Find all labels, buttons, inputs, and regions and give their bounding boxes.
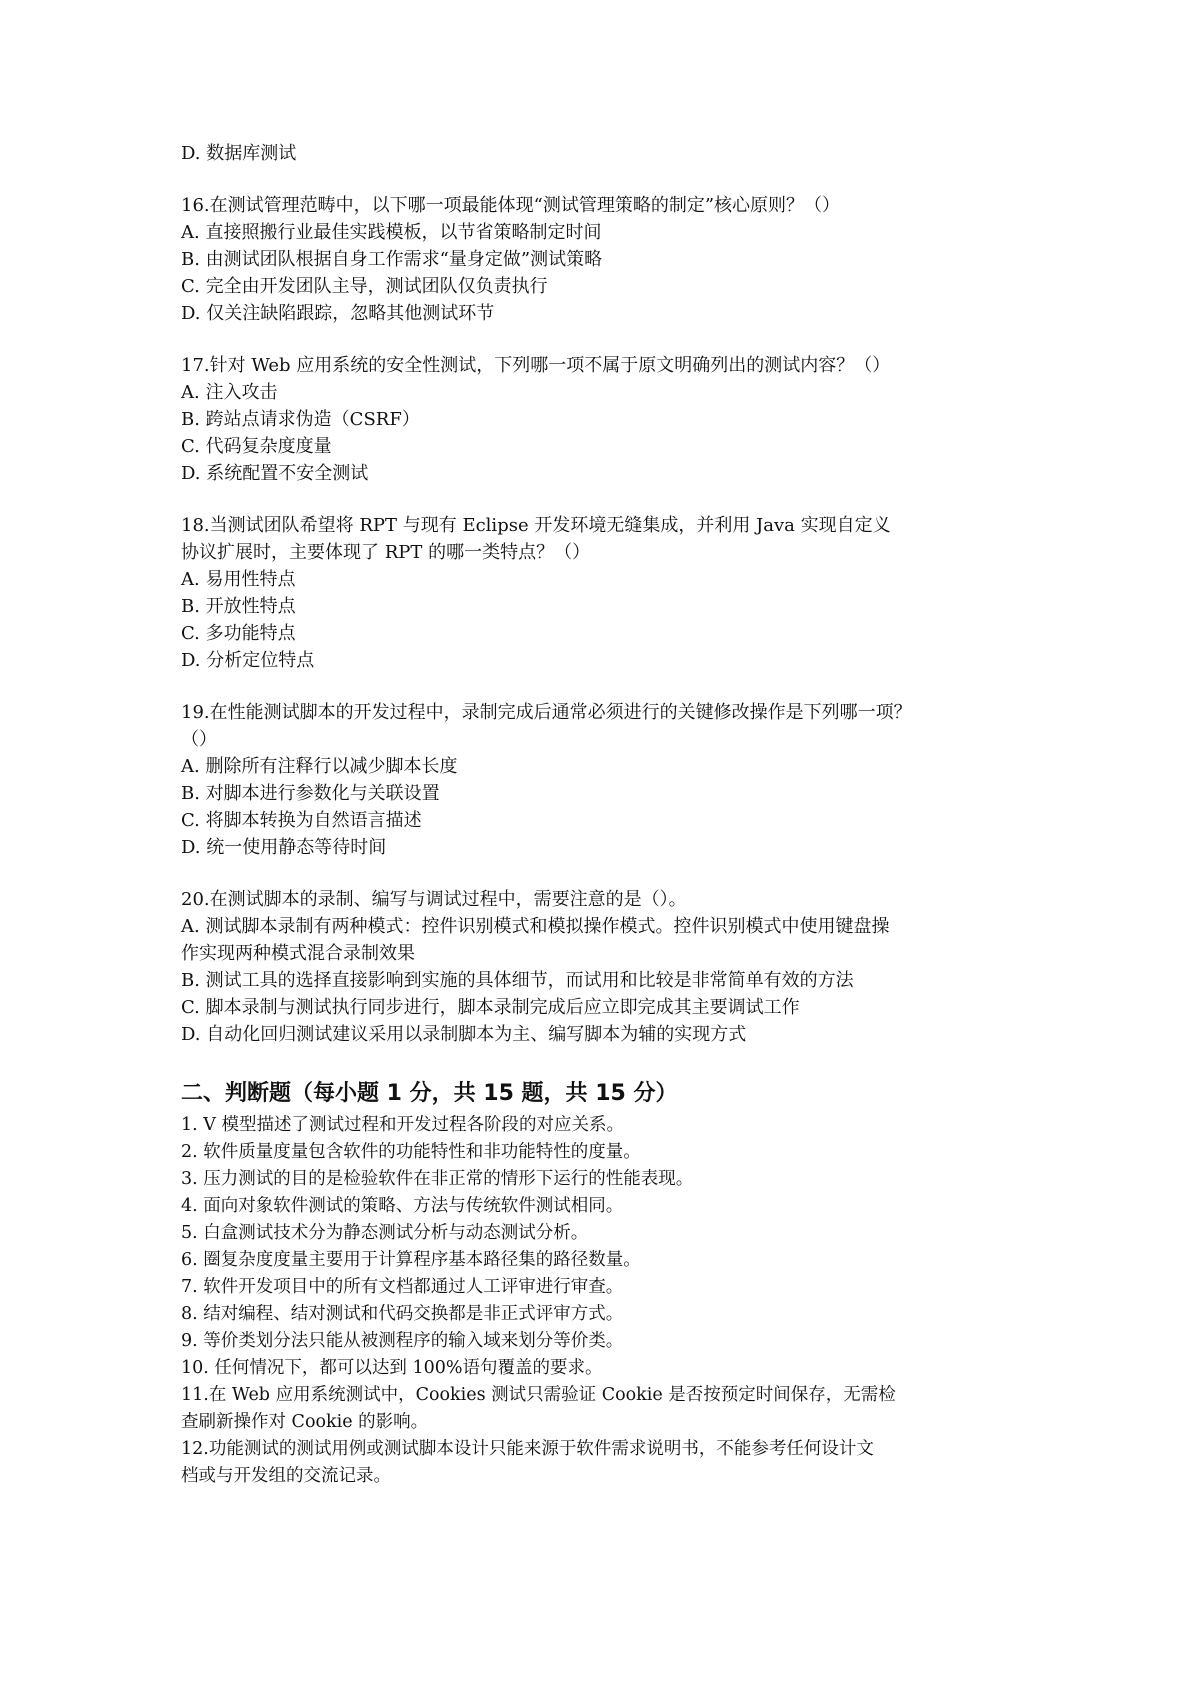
document-page [181,140,1021,1490]
question-stem: 16.在测试管理范畴中，以下哪一项最能体现“测试管理策略的制定”核心原则？（） [181,195,841,216]
tf-item-12-line-1: 12.功能测试的测试用例或测试脚本设计只能来源于软件需求说明书，不能参考任何设计文 [181,1439,874,1459]
option-d: D. 系统配置不安全测试 [181,463,369,484]
option-a: A. 注入攻击 [181,382,278,403]
tf-item-4: 4. 面向对象软件测试的策略、方法与传统软件测试相同。 [181,1196,624,1216]
tf-item-11-line-1: 11.在 Web 应用系统测试中，Cookies 测试只需验证 Cookie 是否按预定时间保存，无需检 [181,1385,896,1405]
q15-option-d: D. 数据库测试 [181,143,297,164]
question-17 [181,352,1021,487]
option-b: B. 由测试团队根据自身工作需求“量身定做”测试策略 [181,249,603,270]
option-c: C. 代码复杂度度量 [181,436,332,457]
question-16 [181,192,1021,327]
option-b: B. 测试工具的选择直接影响到实施的具体细节，而试用和比较是非常简单有效的方法 [181,970,854,991]
option-d: D. 分析定位特点 [181,650,315,671]
question-stem-line-1: 18.当测试团队希望将 RPT 与现有 Eclipse 开发环境无缝集成，并利用 Java 实现自定义 [181,515,891,536]
option-b: B. 跨站点请求伪造（CSRF） [181,409,420,430]
option-d: D. 自动化回归测试建议采用以录制脚本为主、编写脚本为辅的实现方式 [181,1024,747,1045]
tf-item-2: 2. 软件质量度量包含软件的功能特性和非功能特性的度量。 [181,1142,641,1162]
option-c: C. 完全由开发团队主导，测试团队仅负责执行 [181,276,548,297]
option-c: C. 多功能特点 [181,623,296,644]
tf-item-5: 5. 白盒测试技术分为静态测试分析与动态测试分析。 [181,1223,589,1243]
option-d: D. 统一使用静态等待时间 [181,837,387,858]
question-20 [181,886,1021,1048]
option-b: B. 开放性特点 [181,596,296,617]
question-stem: 17.针对 Web 应用系统的安全性测试，下列哪一项不属于原文明确列出的测试内容？（） [181,355,891,376]
question-19 [181,699,1021,861]
option-a-line-2: 作实现两种模式混合录制效果 [181,943,415,964]
tf-item-1: 1. V 模型描述了测试过程和开发过程各阶段的对应关系。 [181,1115,624,1135]
question-18 [181,512,1021,674]
section-true-false [181,1078,1021,1490]
question-stem-line-2: （） [181,729,217,750]
tf-item-8: 8. 结对编程、结对测试和代码交换都是非正式评审方式。 [181,1304,624,1324]
option-c: C. 将脚本转换为自然语言描述 [181,810,422,831]
option-a: A. 直接照搬行业最佳实践模板，以节省策略制定时间 [181,222,602,243]
tf-item-7: 7. 软件开发项目中的所有文档都通过人工评审进行审查。 [181,1277,624,1297]
tf-item-12-line-2: 档或与开发组的交流记录。 [181,1466,391,1486]
tf-item-6: 6. 圈复杂度度量主要用于计算程序基本路径集的路径数量。 [181,1250,641,1270]
question-stem: 20.在测试脚本的录制、编写与调试过程中，需要注意的是（）。 [181,889,687,910]
option-a: A. 删除所有注释行以减少脚本长度 [181,756,458,777]
option-a: A. 易用性特点 [181,569,296,590]
tf-item-11-line-2: 查刷新操作对 Cookie 的影响。 [181,1412,429,1432]
option-d: D. 仅关注缺陷跟踪，忽略其他测试环节 [181,303,495,324]
tf-item-10: 10. 任何情况下，都可以达到 100%语句覆盖的要求。 [181,1358,603,1378]
option-a-line-1: A. 测试脚本录制有两种模式：控件识别模式和模拟操作模式。控件识别模式中使用键盘操 [181,916,890,937]
question-stem-line-2: 协议扩展时，主要体现了 RPT 的哪一类特点？（） [181,542,591,563]
option-b: B. 对脚本进行参数化与关联设置 [181,783,440,804]
section-title: 二、判断题（每小题 1 分，共 15 题，共 15 分） [181,1081,678,1106]
question-stem-line-1: 19.在性能测试脚本的开发过程中，录制完成后通常必须进行的关键修改操作是下列哪一项？ [181,702,912,723]
option-c: C. 脚本录制与测试执行同步进行，脚本录制完成后应立即完成其主要调试工作 [181,997,800,1018]
tf-item-9: 9. 等价类划分法只能从被测程序的输入域来划分等价类。 [181,1331,624,1351]
tf-item-3: 3. 压力测试的目的是检验软件在非正常的情形下运行的性能表现。 [181,1169,694,1189]
